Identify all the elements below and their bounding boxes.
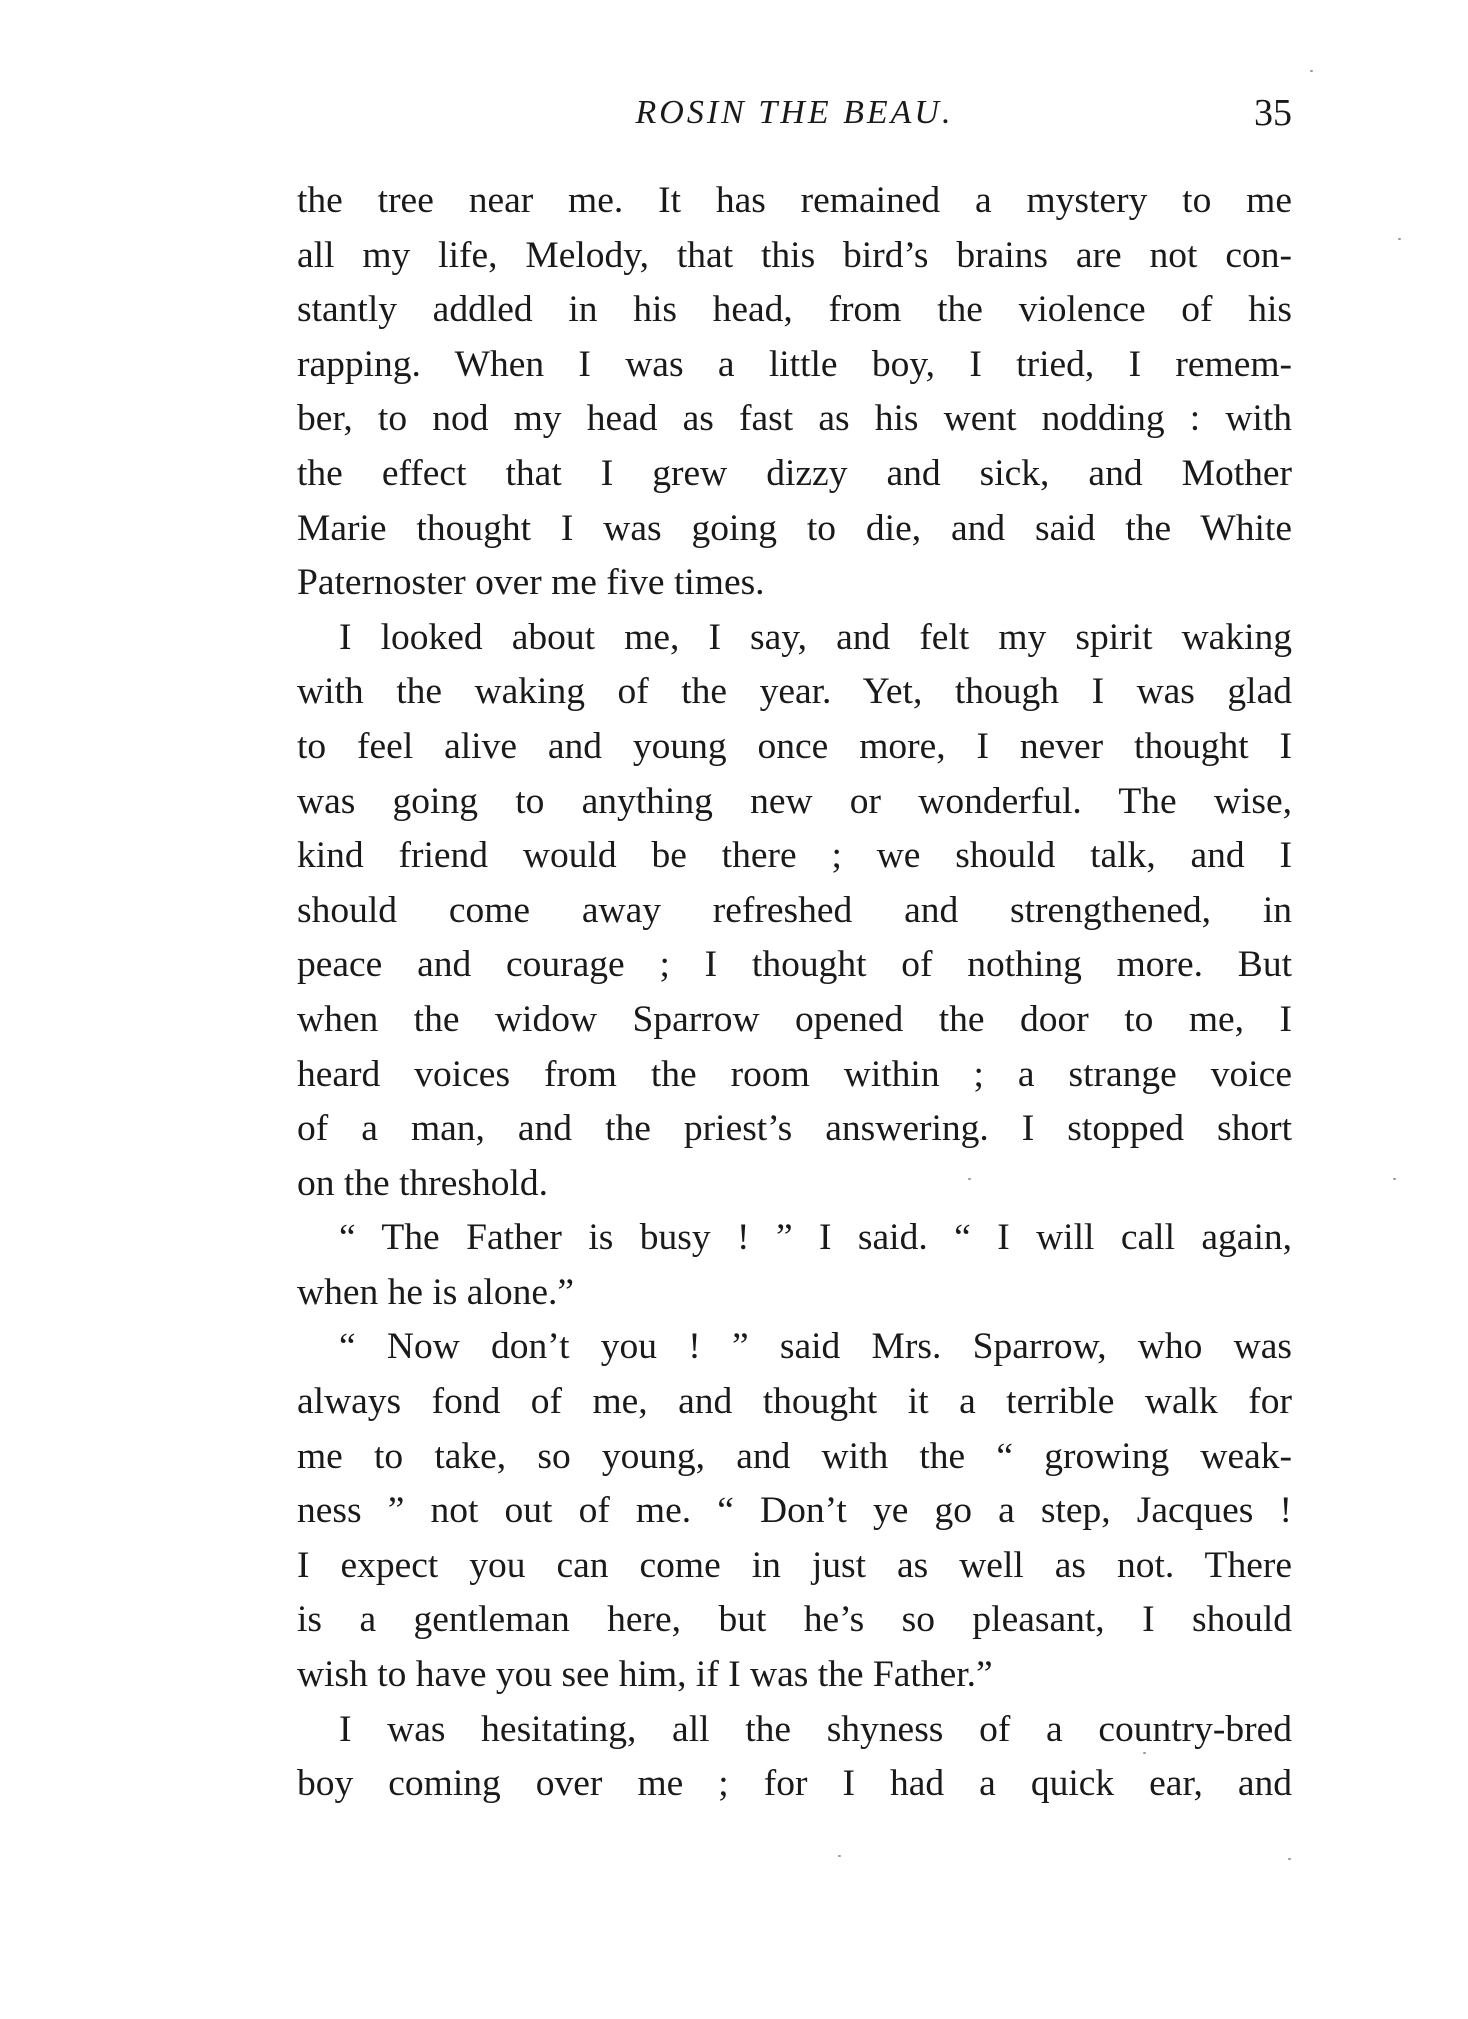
- text-line: kind friend would be there ; we should talk, and I: [297, 835, 1292, 877]
- text-line: should come away refreshed and strengthened, in: [297, 889, 1292, 931]
- text-line: boy coming over me ; for I had a quick ear, and: [297, 1763, 1292, 1805]
- text-line: always fond of me, and thought it a terrible walk for: [297, 1381, 1292, 1423]
- text-line: heard voices from the room within ; a strange voice: [297, 1053, 1292, 1095]
- text-line: when the widow Sparrow opened the door to me, I: [297, 998, 1292, 1040]
- text-line: of a man, and the priest’s answering. I stopped short: [297, 1108, 1292, 1150]
- scan-speck: [1310, 70, 1313, 72]
- text-line: on the threshold.: [297, 1162, 549, 1204]
- text-line: I looked about me, I say, and felt my spirit waking: [339, 616, 1292, 658]
- text-line: with the waking of the year. Yet, though I was glad: [297, 671, 1292, 713]
- text-line: peace and courage ; I thought of nothing more. But: [297, 944, 1292, 986]
- text-line: ness ” not out of me. “ Don’t ye go a step, Jacques !: [297, 1490, 1292, 1532]
- text-line: wish to have you see him, if I was the Father.”: [297, 1654, 993, 1696]
- text-line: the effect that I grew dizzy and sick, and Mother: [297, 452, 1292, 494]
- scan-speck: [1393, 1178, 1396, 1180]
- body-text: [297, 174, 1292, 1812]
- text-line: me to take, so young, and with the “ growing weak-: [297, 1435, 1292, 1477]
- text-line: to feel alive and young once more, I never thought I: [297, 725, 1292, 767]
- text-line: when he is alone.”: [297, 1271, 574, 1313]
- scan-speck: [968, 1178, 971, 1180]
- text-line: Marie thought I was going to die, and said the White: [297, 507, 1292, 549]
- text-line: “ Now don’t you ! ” said Mrs. Sparrow, who was: [339, 1326, 1292, 1368]
- running-title: ROSIN THE BEAU.: [635, 94, 954, 131]
- running-head: [297, 88, 1292, 138]
- text-line: rapping. When I was a little boy, I tried, I remem-: [297, 343, 1292, 385]
- scan-speck: [1288, 1858, 1291, 1860]
- page-number: 35: [1254, 92, 1292, 134]
- text-line: I expect you can come in just as well as not. There: [297, 1544, 1292, 1586]
- scan-speck: [1398, 238, 1401, 240]
- text-line: the tree near me. It has remained a mystery to me: [297, 180, 1292, 221]
- text-line: ber, to nod my head as fast as his went nodding : with: [297, 398, 1292, 440]
- text-line: Paternoster over me five times.: [297, 562, 765, 604]
- text-line: was going to anything new or wonderful. The wise,: [297, 780, 1292, 822]
- text-line: I was hesitating, all the shyness of a country-bred: [339, 1708, 1292, 1750]
- text-line: all my life, Melody, that this bird’s brains are not con-: [297, 234, 1292, 276]
- text-line: “ The Father is busy ! ” I said. “ I will call again,: [339, 1217, 1292, 1259]
- text-line: stantly addled in his head, from the violence of his: [297, 289, 1292, 331]
- scan-speck: [838, 1855, 841, 1857]
- scan-speck: [1143, 1752, 1146, 1754]
- text-line: is a gentleman here, but he’s so pleasant, I should: [297, 1599, 1292, 1641]
